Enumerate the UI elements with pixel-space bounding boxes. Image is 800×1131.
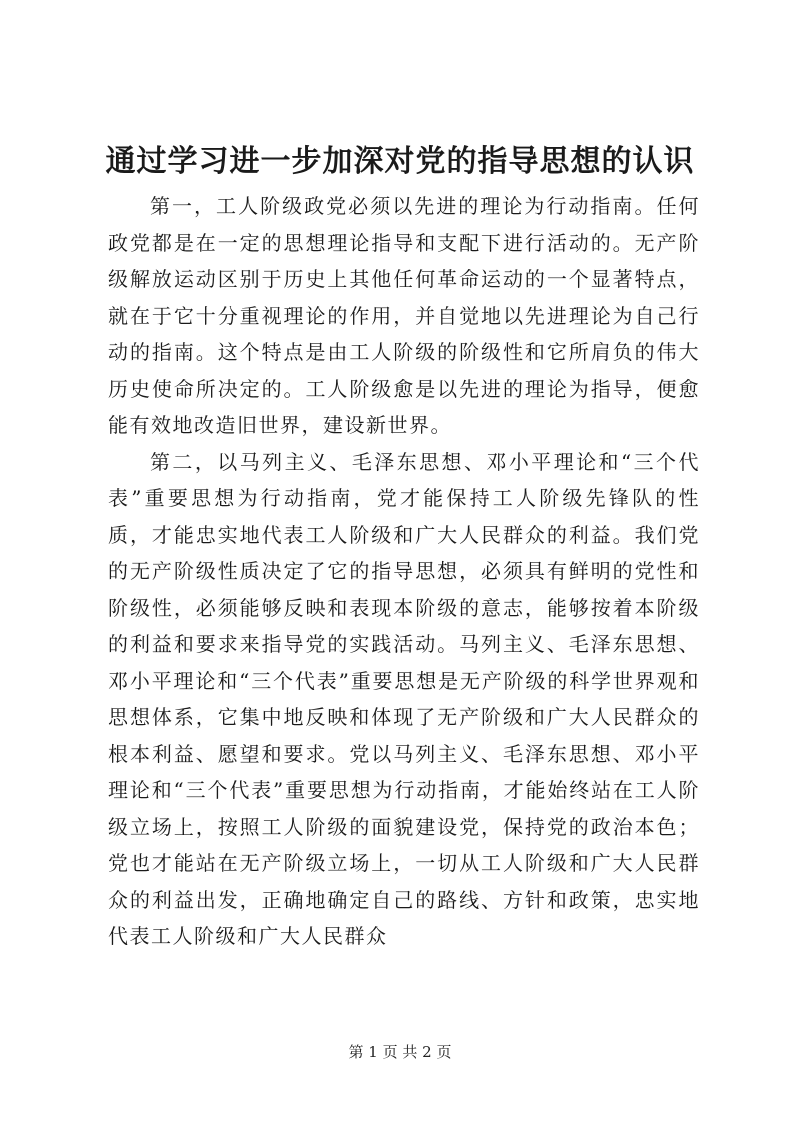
page-title: 通过学习进一步加深对党的指导思想的认识 xyxy=(105,144,695,179)
paragraph-1: 第一，工人阶级政党必须以先进的理论为行动指南。任何政党都是在一定的思想理论指导和支配下进行活动的。无产阶级解放运动区别于历史上其他任何革命运动的一个显著特点，就在于它十分重视理论的作用，并自觉地以先进理论为自己行动的指南。这个特点是由工人阶级的阶级性和它所肩负的伟大历史使命所决定的。工人阶级愈是以先进的理论为指导，便愈能有效地改造旧世界，建设新世界。 xyxy=(108,194,700,437)
page-number: 第 1 页 共 2 页 xyxy=(348,1043,452,1061)
paragraph-2: 第二，以马列主义、毛泽东思想、邓小平理论和“三个代表”重要思想为行动指南，党才能保持工人阶级先锋队的性质，才能忠实地代表工人阶级和广大人民群众的利益。我们党的无产阶级性质决定了它的指导思想，必须具有鲜明的党性和阶级性，必须能够反映和表现本阶级的意志，能够按着本阶级的利益和要求来指导党的实践活动。马列主义、毛泽东思想、邓小平理论和“三个代表”重要思想是无产阶级的科学世界观和思想体系，它集中地反映和体现了无产阶级和广大人民群众的根本利益、愿望和要求。党以马列主义、毛泽东思想、邓小平理论和“三个代表”重要思想为行动指南，才能始终站在工人阶级立场上，按照工人阶级的面貌建设党，保持党的政治本色；党也才能站在无产阶级立场上，一切从工人阶级和广大人民群众的利益出发，正确地确定自己的路线、方针和政策，忠实地代表工人阶级和广大人民群众 xyxy=(108,449,700,948)
document-body xyxy=(108,188,700,955)
